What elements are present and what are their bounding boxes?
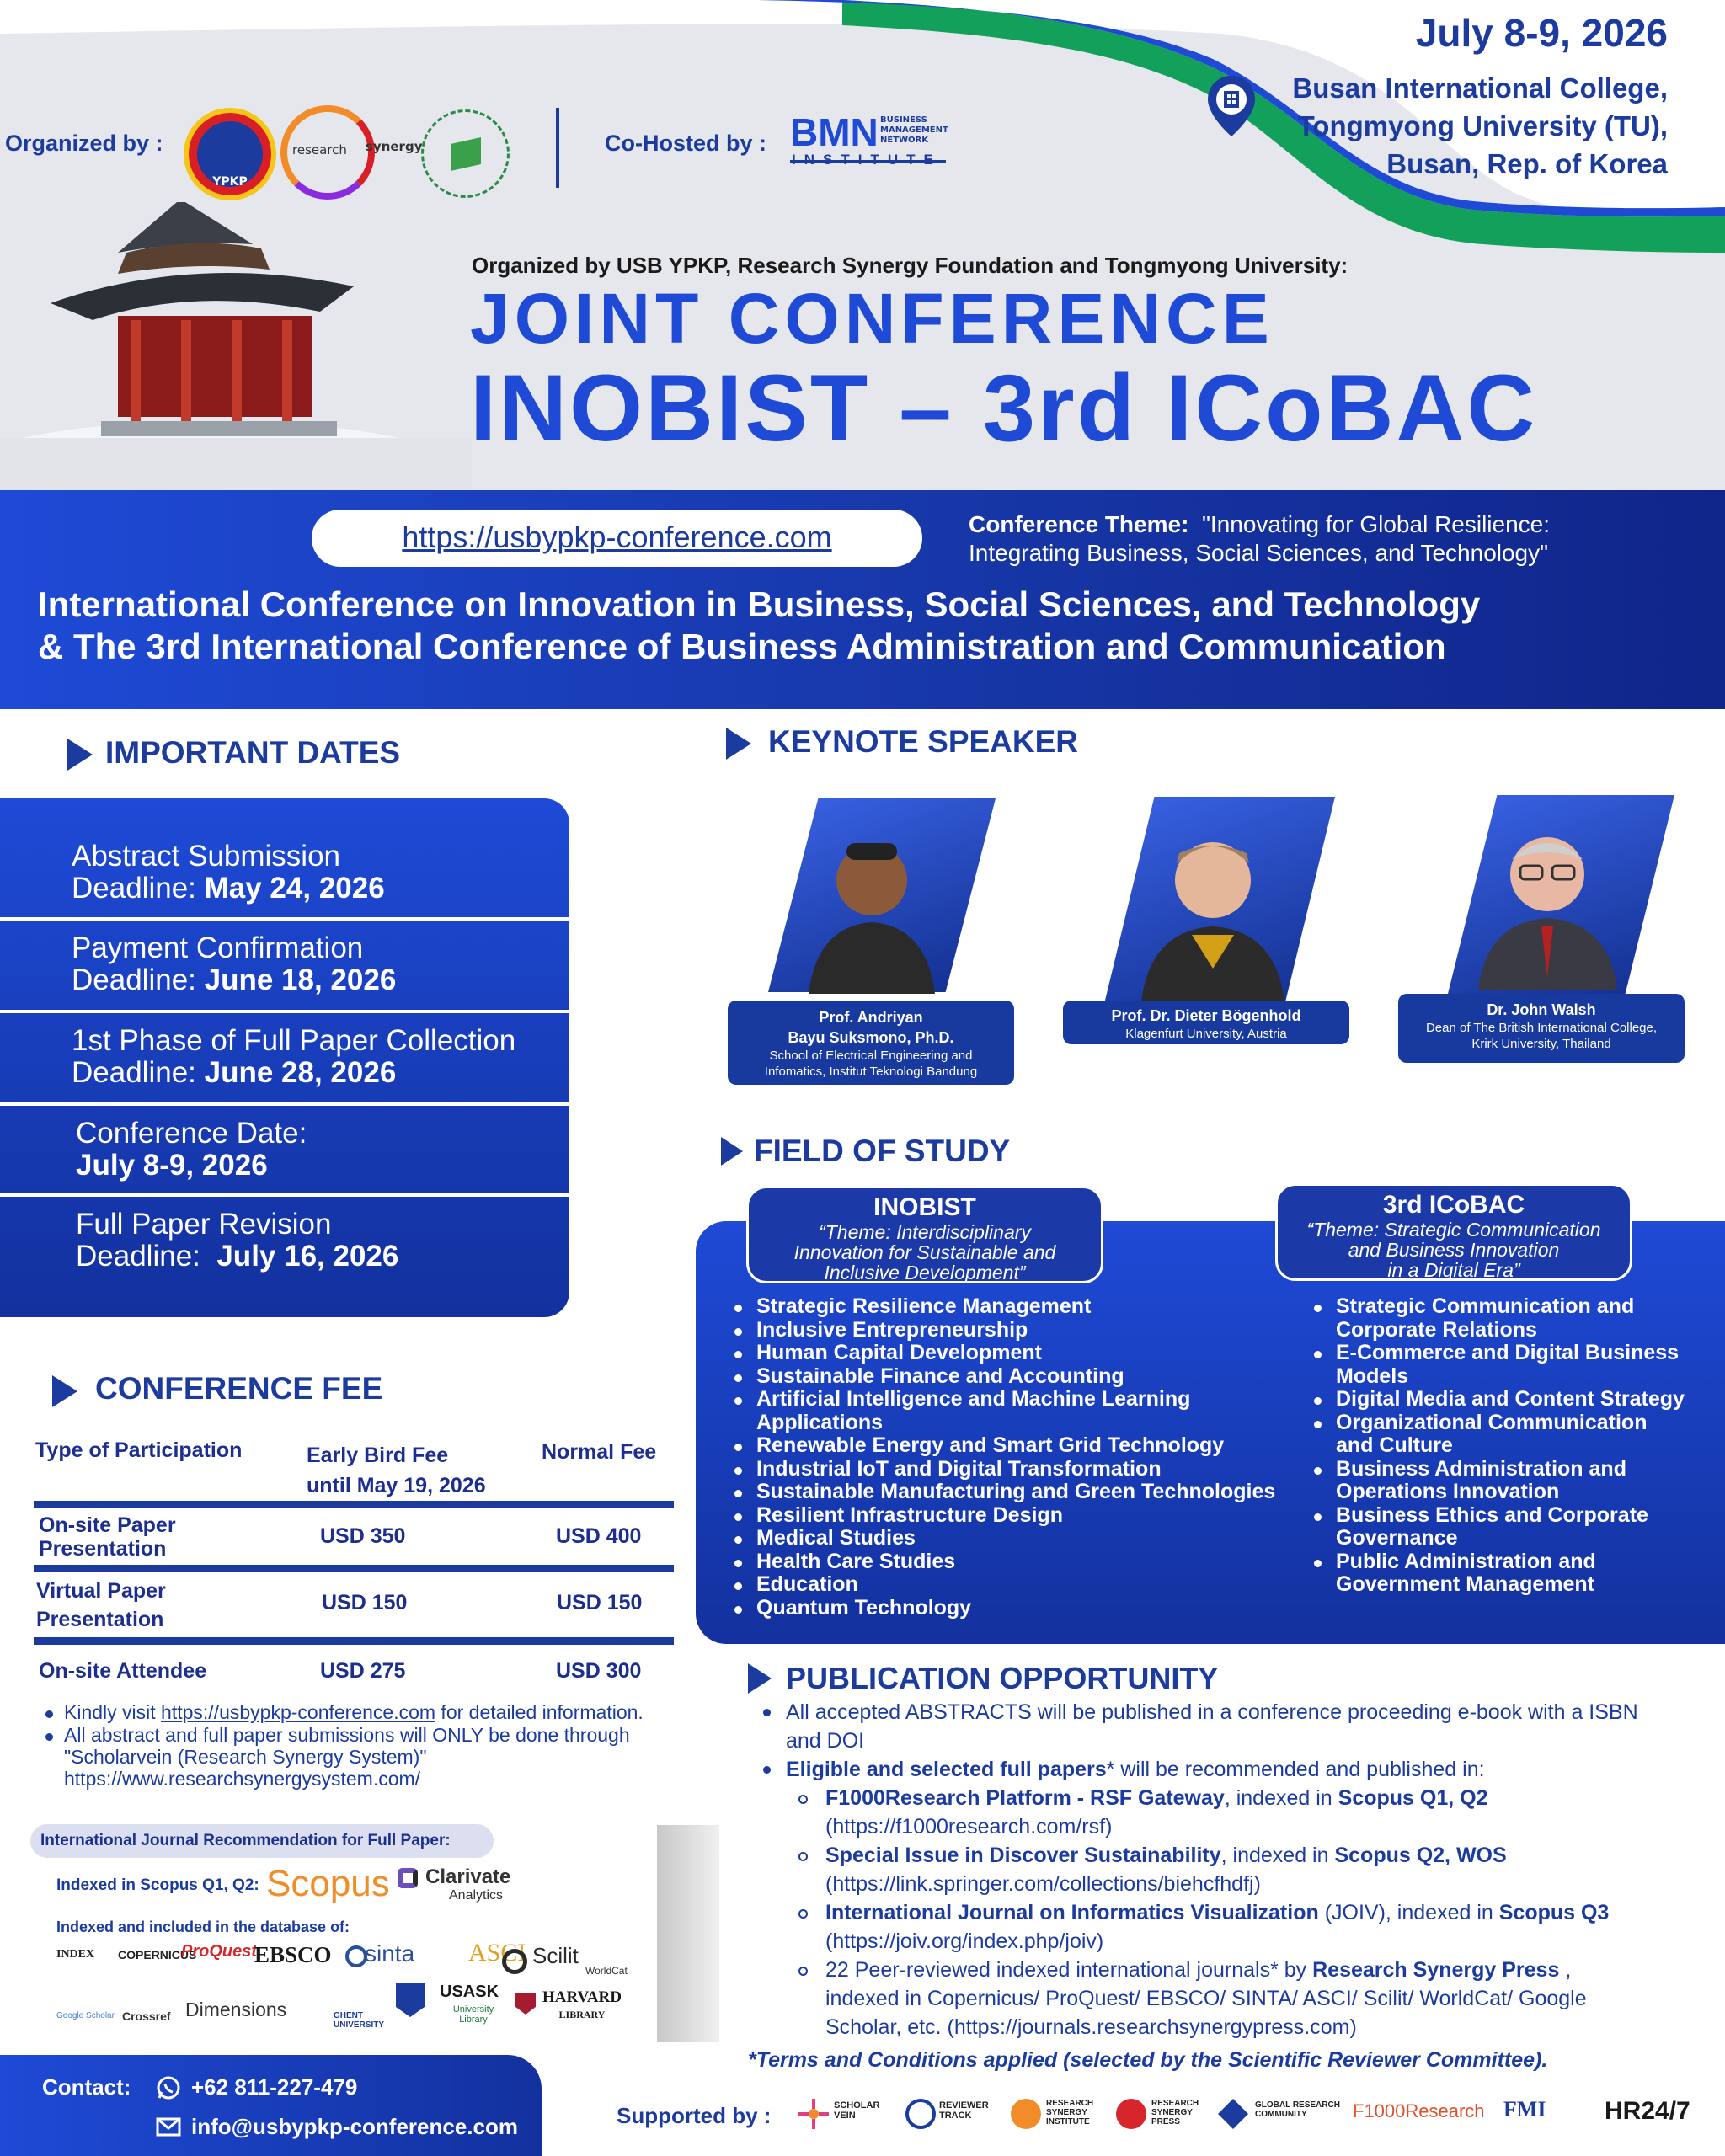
speaker-portrait-3 [1470,817,1626,990]
terms-note: *Terms and Conditions applied (selected by the Scientific Reviewer Committee). [748,2048,1548,2072]
icobac-theme-2: and Business Innovation [1348,1239,1560,1261]
fee-row-attendee-normal: USD 300 [556,1659,642,1683]
fee-note-2 [64,1724,729,1790]
date-label: Conference Date: [76,1117,307,1150]
topic-item: Business Administration and Operations Innovation [1309,1458,1688,1504]
venue-block [1213,69,1668,183]
pub-sub-f1000 [825,1784,1693,1841]
clarivate-logo [425,1865,511,1905]
icobac-topic-list [1309,1295,1688,1597]
website-link-note[interactable]: https://usbypkp-conference.com [161,1701,436,1723]
inobist-topic-list [729,1295,1311,1620]
rs-institute-logo: RESEARCH SYNERGY INSTITUTE [1046,2099,1094,2127]
ypkp-logo-text: YPKP [212,175,248,189]
pub-text: , indexed in [1224,1786,1338,1810]
title-inobist-icobac: INOBIST – 3rd ICoBAC [470,355,1538,461]
rs-institute-logo-icon [1011,2099,1041,2129]
topic-item: Renewable Energy and Smart Grid Technology [729,1434,1311,1458]
speaker-card-2 [1063,1001,1349,1044]
keynote-heading: KEYNOTE SPEAKER [768,724,1079,759]
topic-item: Sustainable Manufacturing and Green Technologies [729,1481,1311,1504]
usask-library: University Library [452,2004,494,2025]
scholarvein-link[interactable]: https://www.researchsynergysystem.com/ [64,1768,421,1790]
website-link[interactable]: https://usbypkp-conference.com [402,520,832,554]
pub-text: and DOI [786,1729,865,1753]
date-prefix: Deadline: [72,1056,196,1089]
usask-logo: USASK [440,1983,499,2001]
sinta-logo: sinta [365,1940,415,1967]
full-title-line-1: International Conference on Innovation in Business, Social Sciences, and Technology [38,584,1481,624]
speaker-affiliation-line-1: Dean of The British International College, [1425,1021,1658,1035]
grc-logo: GLOBAL RESEARCH COMMUNITY [1255,2100,1340,2119]
scopus-logo: Scopus [266,1863,390,1904]
pub-item-abstracts [786,1698,1687,1755]
date-label: Payment Confirmation [72,931,364,964]
pub-sub-bullet [798,1795,808,1804]
pub-sub-joiv [825,1898,1693,1956]
topic-item: Business Ethics and Corporate Governance [1309,1504,1688,1550]
scopus-label: Indexed in Scopus Q1, Q2: [56,1876,259,1894]
topic-item: Health Care Studies [729,1550,1311,1574]
pub-sub-rsp [825,1956,1693,2041]
pub-bullet [763,1709,771,1716]
event-date: July 8-9, 2026 [1415,11,1668,55]
pub-bold: F1000Research Platform - RSF Gateway [825,1786,1225,1810]
pub-text: , [1559,1958,1572,1982]
asci-logo: ASCI [468,1939,526,1967]
research-synergy-logo [280,105,375,200]
fee-row-onsite-early: USD 350 [320,1524,406,1548]
fee-divider [34,1565,674,1572]
pub-text: * will be recommended and published in: [1106,1758,1485,1781]
important-dates-heading: IMPORTANT DATES [105,735,401,770]
theme-label: Conference Theme: [969,511,1189,537]
pub-url[interactable]: (https://joiv.org/index.php/joiv) [825,1929,1104,1953]
pub-sub-bullet [798,1909,808,1919]
reviewer-track-logo-icon [905,2099,936,2129]
date-row-conference [0,1106,569,1197]
pub-bold: Scopus Q1, Q2 [1338,1786,1488,1810]
inobist-theme-2: Innovation for Sustainable and [793,1241,1056,1263]
bmn-institute-text: INSTITUTE [792,152,942,168]
organizer-divider [556,108,559,188]
publication-heading: PUBLICATION OPPORTUNITY [786,1661,1219,1695]
fee-row-virtual-type [36,1577,166,1634]
topic-item: E-Commerce and Digital Business Models [1309,1342,1688,1388]
fee-col-type: Type of Participation [35,1438,243,1462]
note-text: Kindly visit [64,1701,162,1723]
date-prefix: Deadline: [72,963,196,996]
date-label: Full Paper Revision [76,1208,332,1241]
topic-item: Resilient Infrastructure Design [729,1504,1311,1528]
harvard-library-logo [542,1989,622,2023]
speaker-portrait-1 [800,821,943,994]
supported-by-label: Supported by : [617,2103,772,2128]
decorative-gray-bar [657,1825,719,2042]
venue-line-2: Tongmyong University (TU), [1297,110,1668,141]
topic-item: Education [729,1573,1311,1597]
speaker-name-line-2: Bayu Suksmono, Ph.D. [788,1029,954,1046]
important-dates-panel [0,798,569,1317]
speaker-affiliation-line-2: Krirk University, Thailand [1471,1037,1611,1051]
fee-col-early-1: Early Bird Fee [307,1444,449,1467]
note-text: for detailed information. [435,1701,644,1723]
proquest-logo: ProQuest [181,1942,258,1961]
speaker-card-1 [728,1001,1014,1085]
ghent-university-logo: GHENT UNIVERSITY [334,2011,385,2030]
date-prefix: Deadline: [76,1240,200,1273]
inobist-theme-3: Inclusive Development” [824,1262,1026,1283]
publication-arrow-icon [748,1663,772,1694]
note-text: "Scholarvein (Research Synergy System)" [64,1746,427,1768]
index-copernicus-logo: INDEX [56,1948,95,1961]
date-value: July 8-9, 2026 [76,1149,268,1182]
fee-divider [34,1501,674,1508]
topic-item: Quantum Technology [729,1597,1311,1620]
pub-url[interactable]: (https://f1000research.com/rsf) [825,1815,1113,1838]
fee-row-onsite-type [39,1513,176,1561]
reviewer-track-logo: REVIEWER TRACK [939,2100,989,2121]
synergy-logo-text: synergy [366,139,423,154]
pub-sub-discover [825,1841,1693,1898]
topic-item: Public Administration and Government Management [1309,1550,1688,1597]
fee-row-attendee-type: On-site Attendee [39,1659,207,1683]
pub-text: 22 Peer-reviewed indexed international journals* by [825,1958,1313,1982]
fee-type-line: Virtual Paper [36,1579,166,1603]
speaker-name-line-1: Dr. John Walsh [1487,1001,1596,1018]
tongmyong-logo [421,109,510,198]
rs-press-logo-icon [1116,2099,1146,2129]
pub-text: (JOIV), indexed in [1318,1901,1499,1924]
scholarvein-logo: SCHOLAR VEIN [834,2100,880,2121]
note-bullet [45,1710,53,1718]
inobist-title: INOBIST [873,1193,976,1221]
fee-type-line: Presentation [39,1537,167,1561]
speaker-name-line-1: Prof. Dr. Dieter Bögenhold [1111,1007,1301,1024]
organizers-line: Organized by USB YPKP, Research Synergy Foundation and Tongmyong University: [472,253,1348,278]
speaker-affiliation-line-1: Klagenfurt University, Austria [1125,1027,1287,1041]
pub-sub-bullet [798,1967,808,1976]
conference-theme [969,510,1710,568]
fee-divider [34,1637,674,1645]
field-of-study-arrow-icon [721,1137,743,1166]
topic-item: Industrial IoT and Digital Transformation [729,1458,1311,1481]
inobist-theme-box [746,1186,1103,1283]
fee-note-1 [64,1701,644,1724]
icobac-theme-1: “Theme: Strategic Communication [1306,1219,1601,1241]
fee-col-early [307,1440,486,1501]
fee-row-onsite-normal: USD 400 [556,1524,642,1548]
website-pill[interactable] [312,510,922,567]
note-text: All abstract and full paper submissions will ONLY be done through [64,1724,630,1746]
contact-phone[interactable]: +62 811-227-479 [191,2074,358,2100]
pub-bold: Special Issue in Discover Sustainability [825,1844,1221,1867]
date-row-revision [0,1197,569,1317]
clarivate-text: Clarivate [425,1865,511,1888]
fee-col-normal: Normal Fee [542,1440,657,1464]
date-row-abstract [0,798,569,921]
pub-bold: Research Synergy Press [1312,1958,1560,1982]
topic-item: Digital Media and Content Strategy [1309,1388,1688,1412]
rs-press-logo: RESEARCH SYNERGY PRESS [1151,2099,1199,2127]
pub-bold: Scopus Q2, WOS [1334,1844,1507,1867]
pub-bold: International Journal on Informatics Visualization [825,1901,1319,1924]
theme-text-1: "Innovating for Global Resilience: [1201,511,1551,537]
topic-item: Inclusive Entrepreneurship [729,1319,1311,1342]
f1000research-logo: F1000Research [1353,2100,1485,2121]
fee-row-attendee-early: USD 275 [320,1659,406,1683]
pub-bold: Scopus Q3 [1498,1901,1610,1924]
fee-type-line: Presentation [36,1608,164,1631]
google-scholar-logo: Google Scholar [56,2011,115,2020]
bmn-logo: BMN [790,110,879,154]
contact-email[interactable]: info@usbypkp-conference.com [191,2114,518,2139]
scilit-logo-icon [502,1949,527,1974]
fee-type-line: On-site Paper [39,1513,176,1537]
pavilion-illustration [0,202,472,505]
cohosted-label: Co-Hosted by : [605,131,766,156]
scilit-logo: Scilit [532,1943,579,1968]
bmn-logo-sub: BUSINESS MANAGEMENT NETWORK [880,115,948,145]
venue-line-3: Busan, Rep. of Korea [1386,148,1668,179]
speaker-portrait-2 [1133,821,1293,1002]
date-row-payment [0,921,569,1013]
journal-recommendation-heading: International Journal Recommendation for Full Paper: [30,1824,494,1858]
pub-item-full-papers [786,1755,1721,1784]
important-dates-arrow-icon [67,739,93,771]
speaker-affiliation-line-1: School of Electrical Engineering and [769,1049,973,1063]
date-value: June 28, 2026 [204,1056,397,1089]
ebsco-logo: EBSCO [254,1942,332,1967]
conference-fee-heading: CONFERENCE FEE [95,1371,383,1406]
date-value: May 24, 2026 [204,872,385,905]
icobac-theme-3: in a Digital Era” [1387,1259,1520,1281]
pub-url[interactable]: Scholar, etc. (https://journals.researchsynergypress.com) [825,2015,1357,2039]
date-value: July 16, 2026 [216,1240,399,1273]
full-title-line-2: & The 3rd International Conference of Business Administration and Communication [38,627,1446,666]
field-of-study-heading: FIELD OF STUDY [754,1134,1011,1168]
venue-line-1: Busan International College, [1292,72,1668,104]
fee-row-virtual-normal: USD 150 [557,1591,643,1614]
topic-item: Organizational Communication and Culture [1309,1412,1688,1458]
harvard-shield-icon [515,1993,536,2015]
pub-text: All accepted ABSTRACTS will be published in a conference proceeding e-book with a ISBN [786,1700,1638,1724]
pub-text: indexed in Copernicus/ ProQuest/ EBSCO/ SINTA/ ASCI/ Scilit/ WorldCat/ Google [825,1987,1587,2010]
crossref-logo: Crossref [122,2009,171,2023]
pub-bullet [763,1766,771,1774]
ypkp-logo [184,108,276,200]
organized-by-label: Organized by : [5,131,163,156]
harvard-text: HARVARD [542,1988,622,2006]
fee-col-early-2: until May 19, 2026 [307,1474,486,1497]
scholarvein-logo-icon [797,2097,830,2131]
topic-item: Sustainable Finance and Accounting [729,1365,1311,1389]
speaker-card-3 [1398,994,1685,1063]
date-value: June 18, 2026 [204,963,397,996]
hr247-logo: HR24/7 [1605,2097,1690,2125]
speaker-affiliation-line-2: Infomatics, Institut Teknologi Bandung [764,1065,978,1079]
grc-logo-icon [1218,2099,1248,2129]
email-icon [156,2114,181,2137]
contact-label: Contact: [42,2074,131,2100]
date-prefix: Deadline: [72,872,196,905]
theme-text-2: Integrating Business, Social Sciences, and Technology" [969,540,1549,566]
speaker-name-line-1: Prof. Andriyan [819,1009,923,1026]
title-joint-conference: JOINT CONFERENCE [470,279,1274,358]
library-text: LIBRARY [558,2009,606,2020]
topic-item: Medical Studies [729,1527,1311,1550]
worldcat-logo: WorldCat [585,1965,628,1977]
date-row-full-paper [0,1013,569,1106]
topic-item: Strategic Communication and Corporate Relations [1309,1295,1688,1342]
ucla-shield-icon [396,1983,425,2017]
whatsapp-icon [156,2075,181,2100]
clarivate-logo-icon [398,1868,418,1888]
inobist-theme-1: “Theme: Interdisciplinary [819,1221,1031,1243]
pub-text: , indexed in [1220,1844,1335,1867]
full-conference-title [38,584,1714,668]
contact-panel [0,2055,542,2156]
clarivate-sub: Analytics [449,1888,504,1903]
research-logo-text: research [292,142,347,157]
pub-url[interactable]: (https://link.springer.com/collections/biehcfhdfj) [825,1872,1261,1896]
copernicus-logo: COPERNICUS [118,1948,197,1961]
topic-item: Human Capital Development [729,1342,1311,1365]
icobac-theme-box [1275,1183,1632,1281]
fee-row-virtual-early: USD 150 [322,1591,408,1614]
pub-bold: Eligible and selected full papers [786,1758,1107,1781]
dimensions-logo: Dimensions [185,1999,287,2020]
date-label: 1st Phase of Full Paper Collection [72,1024,516,1057]
pub-sub-bullet [798,1852,808,1861]
database-label: Indexed and included in the database of: [56,1919,350,1935]
note-bullet [45,1733,53,1741]
fmi-logo: FMI [1503,2097,1546,2121]
topic-item: Strategic Resilience Management [729,1295,1311,1319]
conference-fee-arrow-icon [52,1375,77,1407]
keynote-arrow-icon [726,728,751,760]
topic-item: Artificial Intelligence and Machine Learning Applications [729,1388,1311,1434]
icobac-title: 3rd ICoBAC [1382,1191,1525,1219]
date-label: Abstract Submission [72,840,341,873]
